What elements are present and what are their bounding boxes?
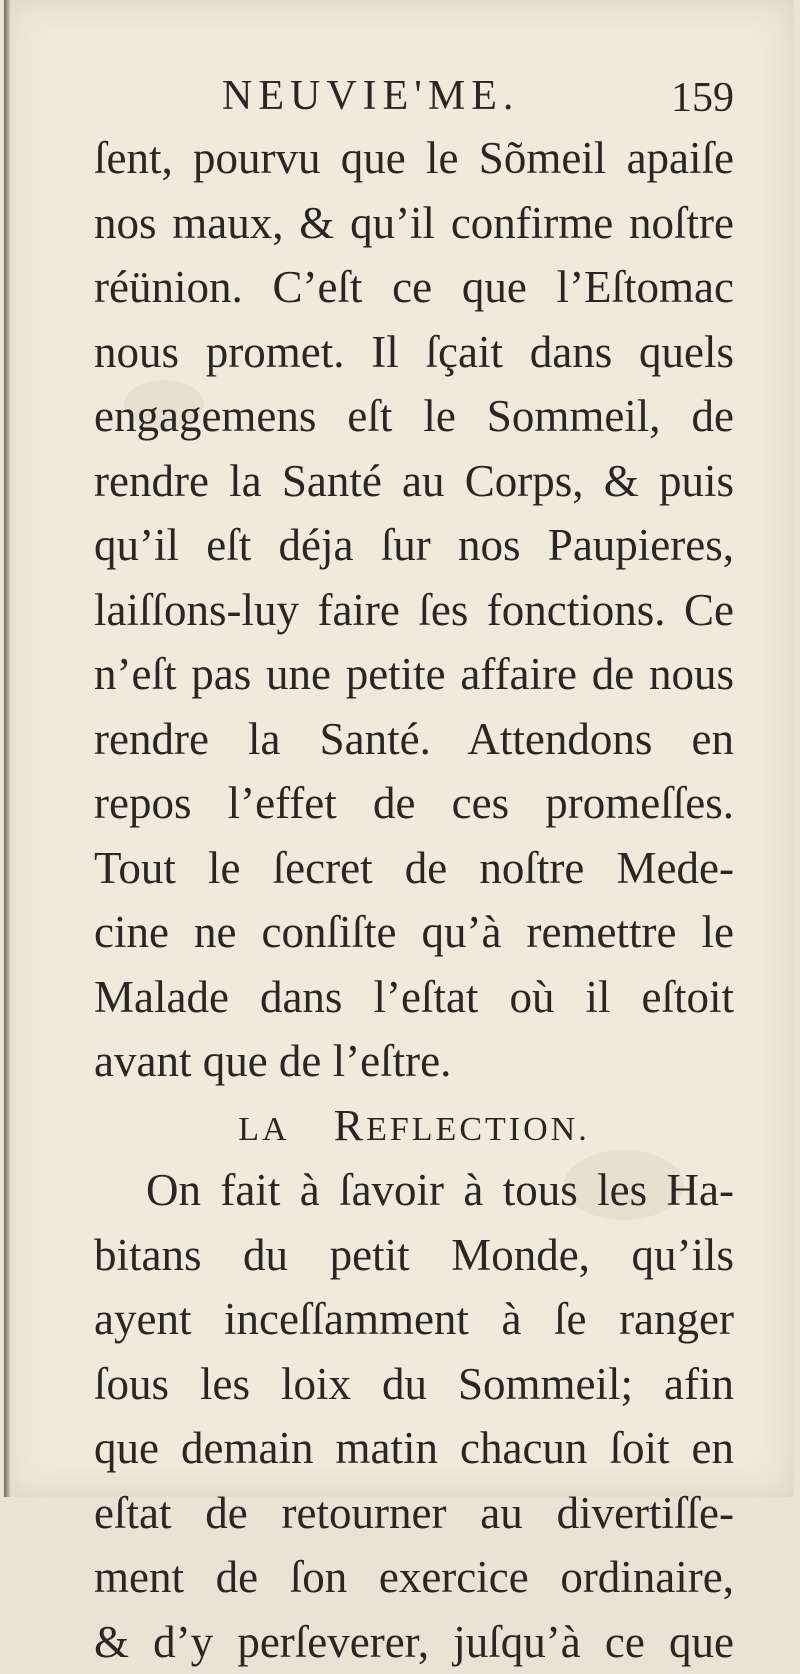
- text-line: Malade dans l’eſtat où il eſtoit: [94, 965, 734, 1030]
- text-line: engagemens eſt le Sommeil, de: [94, 384, 734, 449]
- body-text: [94, 126, 734, 1674]
- text-line: & d’y perſeverer, juſqu’à ce que: [94, 1610, 734, 1674]
- book-page: [4, 0, 794, 1497]
- page-spine-edge: [4, 0, 10, 1497]
- running-title: NEUVIE'ME.: [222, 72, 519, 120]
- text-line: repos l’effet de ces promeſſes.: [94, 771, 734, 836]
- text-line: ſent, pourvu que le Sõmeil apaiſe: [94, 126, 734, 191]
- text-line: ſous les loix du Sommeil; afin: [94, 1352, 734, 1417]
- page-number: 159: [671, 74, 734, 122]
- text-line: ment de ſon exercice ordinaire,: [94, 1545, 734, 1610]
- text-line: cine ne conſiſte qu’à remettre le: [94, 900, 734, 965]
- text-line: On fait à ſavoir à tous les Ha-: [94, 1158, 734, 1223]
- text-line: bitans du petit Monde, qu’ils: [94, 1223, 734, 1288]
- running-head: [94, 72, 734, 132]
- text-line: nos maux, & qu’il confirme noſtre: [94, 191, 734, 256]
- text-line: ayent inceſſamment à ſe ranger: [94, 1287, 734, 1352]
- section-heading-rest: EFLECTION.: [366, 1111, 590, 1148]
- section-heading-article: LA: [238, 1111, 287, 1148]
- text-line: rendre la Santé. Attendons en: [94, 707, 734, 772]
- text-line: rendre la Santé au Corps, & puis: [94, 449, 734, 514]
- section-heading-initial: R: [334, 1101, 366, 1150]
- text-line: laiſſons-luy faire ſes fonctions. Ce: [94, 578, 734, 643]
- text-line: qu’il eſt déja ſur nos Paupieres,: [94, 513, 734, 578]
- text-line: eſtat de retourner au divertiſſe-: [94, 1481, 734, 1546]
- section-heading: [94, 1094, 734, 1159]
- text-line: Tout le ſecret de noſtre Mede-: [94, 836, 734, 901]
- text-line: n’eſt pas une petite affaire de nous: [94, 642, 734, 707]
- text-line: avant que de l’eſtre.: [94, 1029, 734, 1094]
- text-line: réünion. C’eſt ce que l’Eſtomac: [94, 255, 734, 320]
- text-line: nous promet. Il ſçait dans quels: [94, 320, 734, 385]
- text-line: que demain matin chacun ſoit en: [94, 1416, 734, 1481]
